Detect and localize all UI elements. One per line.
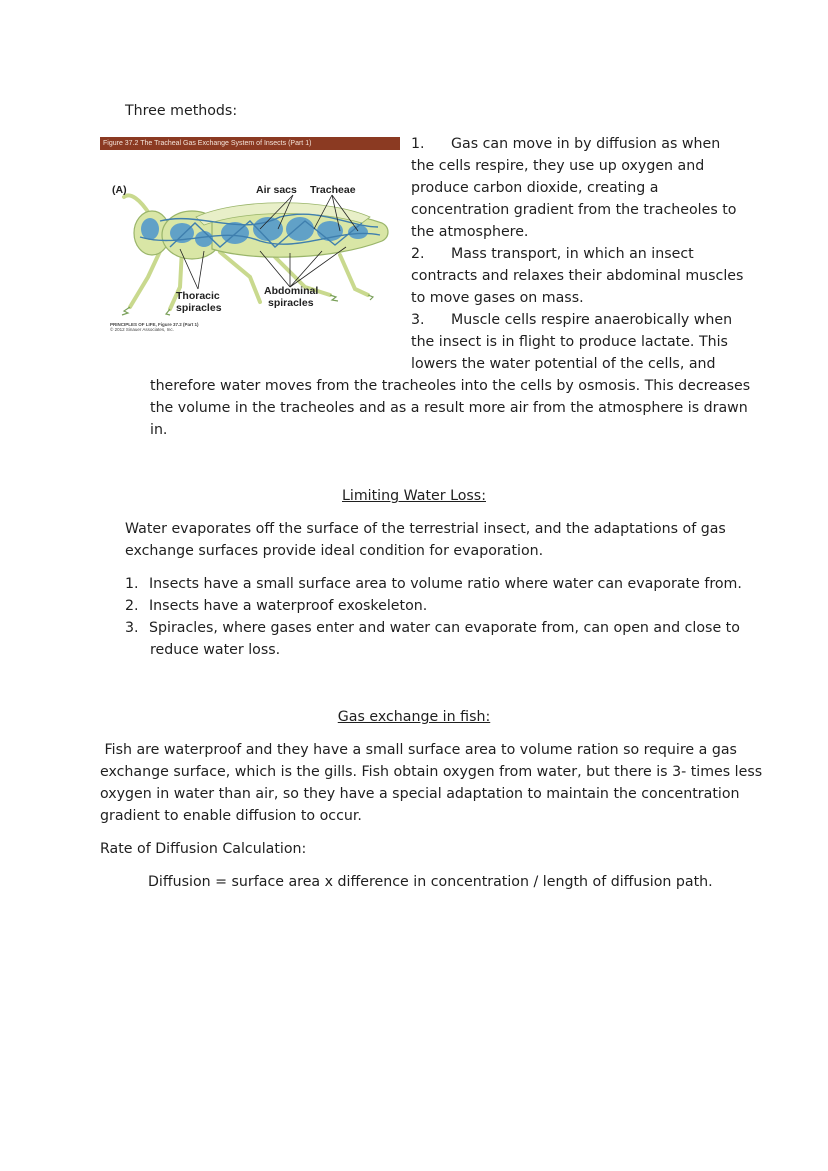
- item-number: 2.: [125, 598, 139, 614]
- item-number: 1.: [125, 576, 139, 592]
- water-loss-heading: Limiting Water Loss:: [342, 488, 486, 504]
- item-text: Spiracles, where gases enter and water can evaporate from, can open and close to: [149, 620, 740, 636]
- water-loss-item-3: [125, 617, 740, 639]
- figure-title: Figure 37.2 The Tracheal Gas Exchange System of Insects (Part 1): [103, 140, 312, 147]
- method-3: [411, 309, 732, 331]
- method-text-line: the volume in the tracheoles and as a result more air from the atmosphere is drawn: [150, 400, 748, 416]
- method-number: 3.: [411, 312, 425, 328]
- water-loss-item-1: [125, 573, 742, 595]
- fish-para-line: Fish are waterproof and they have a small surface area to volume ration so require a gas: [100, 742, 737, 758]
- fish-para-line: gradient to enable diffusion to occur.: [100, 808, 362, 824]
- figure-label-abdominal-2: spiracles: [268, 297, 314, 309]
- figure-label-thoracic: Thoracic: [176, 290, 220, 302]
- item-text: Insects have a waterproof exoskeleton.: [149, 598, 428, 614]
- figure-credit-2: © 2012 Sinauer Associates, Inc.: [110, 327, 174, 332]
- method-number: 1.: [411, 136, 425, 152]
- method-text-line: the insect is in flight to produce lactate. This: [411, 334, 728, 350]
- method-text-line: produce carbon dioxide, creating a: [411, 180, 659, 196]
- water-loss-intro-line: Water evaporates off the surface of the terrestrial insect, and the adaptations of gas: [125, 521, 726, 537]
- method-text-line: concentration gradient from the tracheoles to: [411, 202, 737, 218]
- insect-diagram: [100, 137, 400, 345]
- water-loss-intro-line: exchange surfaces provide ideal condition for evaporation.: [125, 543, 544, 559]
- figure-panel-label: (A): [112, 184, 127, 196]
- fish-heading: Gas exchange in fish:: [337, 709, 491, 725]
- method-2: [411, 243, 694, 265]
- method-text-line: Mass transport, in which an insect: [451, 246, 694, 262]
- method-text-line: the atmosphere.: [411, 224, 529, 240]
- method-text-line: Muscle cells respire anaerobically when: [451, 312, 733, 328]
- figure-label-abdominal: Abdominal: [264, 285, 319, 297]
- method-text-line: contracts and relaxes their abdominal muscles: [411, 268, 744, 284]
- method-text-line: Gas can move in by diffusion as when: [451, 136, 721, 152]
- method-number: 2.: [411, 246, 425, 262]
- item-number: 3.: [125, 620, 139, 636]
- figure-label-air-sacs: Air sacs: [256, 184, 297, 196]
- rate-heading: Rate of Diffusion Calculation:: [100, 841, 307, 857]
- figure-label-tracheae: Tracheae: [310, 184, 356, 196]
- fish-para-line: exchange surface, which is the gills. Fish obtain oxygen from water, but there is 3- times less: [100, 764, 763, 780]
- method-text-line: in.: [150, 422, 168, 438]
- figure-label-thoracic-2: spiracles: [176, 302, 222, 314]
- method-text-line: the cells respire, they use up oxygen and: [411, 158, 705, 174]
- water-loss-item-2: [125, 595, 427, 617]
- method-text-line: to move gases on mass.: [411, 290, 584, 306]
- method-1: [411, 133, 720, 155]
- method-text-line: lowers the water potential of the cells, and: [411, 356, 716, 372]
- item-text: reduce water loss.: [150, 642, 281, 658]
- method-text-line: therefore water moves from the tracheoles into the cells by osmosis. This decreases: [150, 378, 751, 394]
- item-text: Insects have a small surface area to volume ratio where water can evaporate from.: [149, 576, 742, 592]
- methods-heading: Three methods:: [125, 103, 238, 119]
- diffusion-formula: Diffusion = surface area x difference in concentration / length of diffusion path.: [148, 874, 713, 890]
- figure-credit: PRINCIPLES OF LIFE, Figure 37.2 (Part 1): [110, 322, 199, 327]
- tracheal-system-figure: [100, 137, 400, 345]
- fish-para-line: oxygen in water than air, so they have a special adaptation to maintain the concentration: [100, 786, 740, 802]
